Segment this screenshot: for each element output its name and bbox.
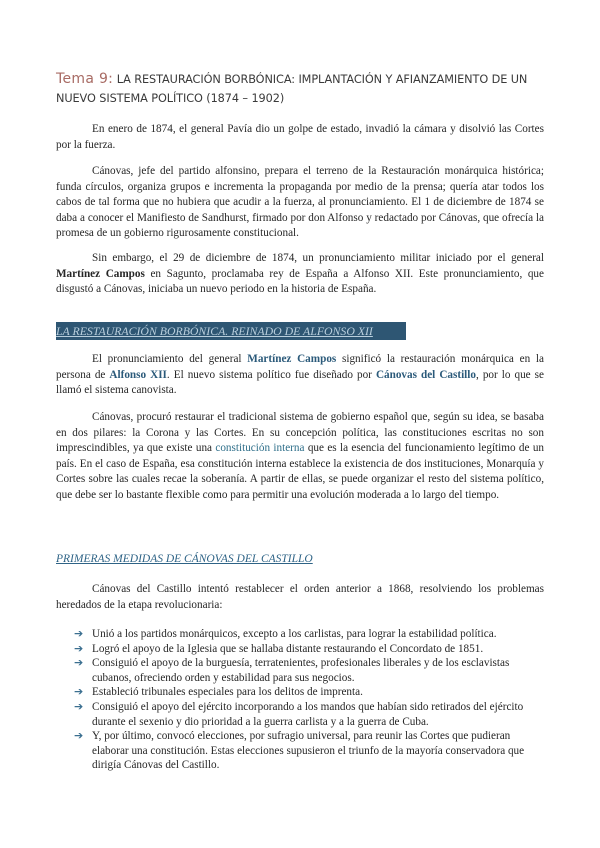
paragraph-text: En enero de 1874, el general Pavía dio un golpe de estado, invadió la cámara y disolvió las Cortes por la fuerza.: [56, 123, 544, 151]
measures-list: [74, 627, 544, 773]
paragraph-text: significó la restauración monárquica en la persona de: [56, 353, 544, 381]
term-constitucion-interna: constitución interna: [215, 442, 305, 455]
paragraph-text: Cánovas, jefe del partido alfonsino, prepara el terreno de la Restauración monárquica histórica; funda círculos, organiza grupos e incrementa la propaganda por medio de la prensa; quería atar todos los cabos de tal forma que no hubiera que acudir a la fuerza, al pronunciamiento. El 1 de diciembre de 1874 se daba a conocer el Manifiesto de Sandhurst, firmado por don Alfonso y redactado por Cánovas, que ofrecía la promesa de un gobierno rigurosamente constitucional.: [56, 165, 544, 240]
paragraph-text: El pronunciamiento del general: [92, 353, 242, 365]
paragraph-canovas-prepara: [56, 164, 544, 242]
list-item: [74, 700, 544, 729]
name-alfonso-xii: Alfonso XII: [109, 368, 167, 381]
paragraph-text: . El nuevo sistema político fue diseñado por: [166, 368, 372, 381]
document-title: [56, 70, 556, 108]
arrow-right-icon: ➔: [74, 641, 84, 655]
arrow-right-icon: ➔: [74, 685, 84, 699]
list-item-text: Estableció tribunales especiales para los delitos de imprenta.: [92, 686, 363, 699]
list-item: [74, 729, 544, 773]
paragraph-text: Cánovas, procuró restaurar el tradicional sistema de gobierno español que, según su idea, se basaba en dos pilares: la Corona y las Cortes. En su concepción política, las constituciones escritas no son imprescindibles, ya que existe una: [56, 411, 544, 455]
paragraph-text: Sin embargo, el 29 de diciembre de 1874, un pronunciamiento militar iniciado por el general: [92, 252, 544, 264]
section-heading-restauracion: LA RESTAURACIÓN BORBÓNICA. REINADO DE ALFONSO XII: [56, 322, 406, 340]
list-item-text: Unió a los partidos monárquicos, excepto a los carlistas, para lograr la estabilidad política.: [92, 628, 497, 640]
paragraph-pronunciamiento: [56, 251, 544, 298]
paragraph-golpe-pavia: [56, 122, 544, 153]
name-martinez-campos: Martínez Campos: [56, 267, 145, 280]
paragraph-text: , por lo que se llamó el sistema canovista.: [56, 368, 544, 397]
list-item: [74, 627, 544, 642]
list-item: [74, 642, 544, 657]
arrow-right-icon: ➔: [74, 729, 84, 743]
section-heading-primeras-medidas: PRIMERAS MEDIDAS DE CÁNOVAS DEL CASTILLO: [56, 553, 313, 565]
list-item-text: Consiguió el apoyo del ejército incorporando a los mandos que habían sido retirados del ejército durante el sexenio y dio prioridad a la guerra carlista y a la guerra de Cuba.: [92, 700, 524, 728]
list-item-text: Y, por último, convocó elecciones, por sufragio universal, para reunir las Cortes que pudieran elaborar una constitución. Estas elecciones supusieron el triunfo de la mayoría conservadora que dirigía Cánovas del Castillo.: [92, 730, 525, 772]
name-canovas-del-castillo: Cánovas del Castillo: [375, 368, 476, 381]
paragraph-text: en Sagunto, proclamaba rey de España a Alfonso XII. Este pronunciamiento, que disgustó a Cánovas, iniciaba un nuevo periodo en la historia de España.: [56, 267, 544, 296]
list-item-text: Logró el apoyo de la Iglesia que se hallaba distante restaurando el Concordato de 1851.: [92, 642, 484, 655]
name-martinez-campos: Martínez Campos: [247, 353, 337, 365]
paragraph-text: que es la esencia del funcionamiento legítimo de un país. En el caso de España, esa constitución interna establece la existencia de dos instituciones, Monarquía y Cortes sobre las cuales recae la soberanía. A partir de ellas, se puede organizar el resto del sistema político, que debe ser lo bastante flexible como para permitir una evolución moderada a lo largo del tiempo.: [56, 442, 545, 501]
paragraph-sistema-gobierno: [56, 410, 544, 504]
arrow-right-icon: ➔: [74, 627, 84, 640]
paragraph-primeras-medidas-intro: [56, 582, 544, 613]
list-item-text: Consiguió el apoyo de la burguesía, terratenientes, profesionales liberales y de los esclavistas cubanos, ofreciendo orden y estabilidad para sus negocios.: [92, 657, 510, 684]
arrow-right-icon: ➔: [74, 656, 84, 670]
tema-label: Tema 9:: [56, 71, 114, 87]
arrow-right-icon: ➔: [74, 699, 84, 713]
list-item: [74, 656, 544, 685]
title-text: LA RESTAURACIÓN BORBÓNICA: IMPLANTACIÓN Y AFIANZAMIENTO DE UN NUEVO SISTEMA POLÍTICO (1874 – 1902): [56, 73, 528, 105]
paragraph-text: Cánovas del Castillo intentó restablecer el orden anterior a 1868, resolviendo los problemas heredados de la etapa revolucionaria:: [56, 583, 544, 611]
list-item: [74, 685, 544, 700]
paragraph-restauracion-monarquica: [56, 352, 544, 399]
